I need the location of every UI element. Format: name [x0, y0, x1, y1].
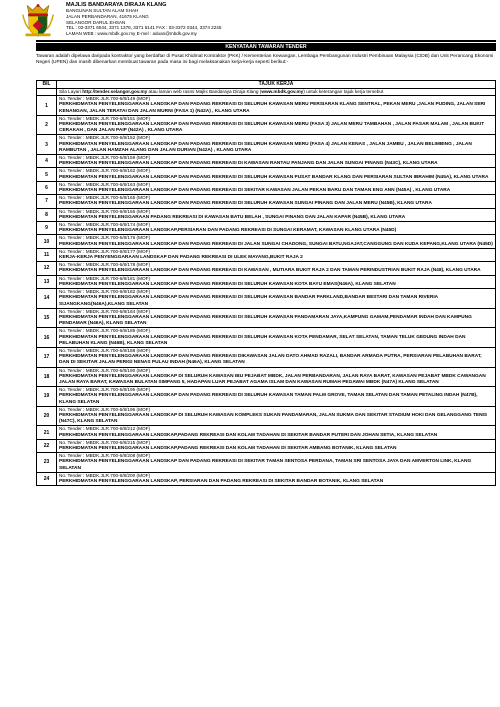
tender-title: PERKHIDMATAN PENYELENGGARAAN LANDSKAP,PADANG REKREASI DAN KOLAM TADAHAN DI SEKITAR BANDAR PUTERI DAN JOHAN SETIA, KLANG SELATAN	[59, 432, 438, 438]
row-number: 1	[37, 96, 57, 116]
row-number: 13	[37, 275, 57, 288]
organization-header	[66, 2, 486, 36]
row-number: 11	[37, 248, 57, 261]
tender-title: PERKHIDMATAN PENYELENGGARAAN LANDSKAP DI SELURUH KAWASAN IBU PEJABAT MBDK, JALAN PERBANDARAN, JALAN RAYA BARAT, KAWASAN PEJABAT MBDK CAWANGAN JALAN RAYA BARAT, KAWASAN BULATAN SIMPANG 5, HADAPAN LUAR PEJABAT AGAMA ISLAM DAN KAWASAN RUMAH PEGAWAI MBDK (N47A) KLANG SELATAN	[59, 373, 486, 385]
tender-item-cell	[57, 275, 496, 288]
table-row	[37, 387, 496, 407]
tender-item-cell	[57, 387, 496, 407]
table-header-row	[37, 81, 496, 89]
tender-item-cell	[57, 406, 496, 426]
table-row	[37, 181, 496, 194]
tender-number: No. Tender : MBDK.JLR.700-6/8/188 (MOF)	[59, 347, 151, 353]
tender-item-cell	[57, 367, 496, 387]
table-row	[37, 308, 496, 328]
row-number: 16	[37, 328, 57, 348]
website-note	[57, 89, 496, 96]
tender-item-cell	[57, 115, 496, 135]
address-line-2: JALAN PERBANDARAN, 41675 KLANG	[66, 14, 149, 19]
tender-item-cell	[57, 262, 496, 275]
tender-title: PERKHIDMATAN PENYELENGGARAAN LANDSKAP DAN PADANG REKREASI DI SELURUH KAWASAN MERU (FASA 4) JALAN KENAS , JALAN JAMBU , JALAN BELIMBING , JALAN RAMBUTAN , JALAN HAMZAH ALANG DAN JALAN DURIAN (N42A) , KLANG UTARA	[59, 141, 472, 153]
tender-item-cell	[57, 289, 496, 309]
column-header-tajuk-kerja: TAJUK KERJA	[57, 81, 496, 89]
tender-number: No. Tender : MBDK.JLR.700-6/8/200 (MOF)	[59, 472, 151, 478]
tender-number: No. Tender : MBDK.JLR.700-6/8/152 (MOF)	[59, 135, 151, 141]
tender-number: No. Tender : MBDK.JLR.700-6/8/166 (MOF)	[59, 208, 151, 214]
tender-item-cell	[57, 328, 496, 348]
row-number: 15	[37, 308, 57, 328]
tender-number: No. Tender : MBDK.JLR.700-6/8/151 (MOF)	[59, 115, 151, 121]
website-note-row	[37, 89, 496, 96]
tender-number: No. Tender : MBDK.JLR.700-6/8/215 (MOF)	[59, 439, 151, 445]
row-number: 17	[37, 347, 57, 367]
tender-item-cell	[57, 426, 496, 439]
tender-item-cell	[57, 308, 496, 328]
tender-item-cell	[57, 439, 496, 452]
table-row	[37, 222, 496, 235]
row-number: 12	[37, 262, 57, 275]
tender-title: PERKHIDMATAN PENYELENGGARAAN LANDSKAP,PADANG REKREASI DAN KOLAM TADAHAN DI SEKITAR AMBANG BOTANIK, KLANG SELATAN	[59, 445, 397, 451]
table-row	[37, 439, 496, 452]
row-number: 3	[37, 135, 57, 155]
row-number: 7	[37, 195, 57, 208]
crest-logo-icon	[20, 2, 56, 38]
row-number: 23	[37, 453, 57, 473]
tender-title: PERKHIDMATAN PENYELENGGARAAN LANDSKAP DI SELURUH KAWASAN KOMPLEKS SUKAN PANDAMARAN, JALAN SUKMA DAN SEKITAR STADIUM HOKI DAN GELANGGANG TENIS (N47C), KLANG SELATAN	[59, 412, 488, 425]
tender-number: No. Tender : MBDK.JLR.700-6/8/163 (MOF)	[59, 181, 151, 187]
table-row	[37, 262, 496, 275]
table-row	[37, 235, 496, 248]
table-row	[37, 155, 496, 168]
tender-item-cell	[57, 181, 496, 194]
tender-item-cell	[57, 155, 496, 168]
tender-number: No. Tender : MBDK.JLR.700-6/8/182 (MOF)	[59, 289, 151, 295]
tender-title: PERKHIDMATAN PENYELENGGARAAN PADANG REKREASI DI KAWASAN BATU BELAH , SUNGAI PINANG DAN JALAN KAPAR (N45B), KLANG UTARA	[59, 214, 406, 220]
table-row	[37, 115, 496, 135]
table-row	[37, 406, 496, 426]
tender-title: KERJA-KERJA PENYENGGARAAN LANDSKAP DAN PADANG REKREASI DI ULEK MAYANG,BUKIT RAJA 2	[59, 255, 303, 261]
tender-number: No. Tender : MBDK.JLR.700-6/8/196 (MOF)	[59, 406, 151, 412]
website-note-prefix: Sila Layari	[59, 89, 83, 94]
tender-title: PERKHIDMATAN PENYELENGGARAAN LANDSKAP DAN PADANG REKREASI DI SELURUH KAWASAN MERU PERSIARAN KLANG SENTRAL, PEKAN MERU ,JALAN PUDING, JALAN SERI KENANGAN, JALAN TERATAI DAN JALAN MURNI (FASA 1) (N42A) , KLANG UTARA	[59, 102, 486, 114]
notice-title: KENYATAAN TAWARAN TENDER	[36, 44, 496, 51]
table-row	[37, 367, 496, 387]
tender-item-cell	[57, 208, 496, 221]
table-row	[37, 472, 496, 485]
tender-number: No. Tender : MBDK.JLR.700-6/8/159 (MOF)	[59, 155, 151, 161]
tender-item-cell	[57, 248, 496, 261]
tender-number: No. Tender : MBDK.JLR.700-6/8/212 (MOF)	[59, 426, 151, 432]
tender-title: PERKHIDMATAN PENYELENGGARAAN LANDSKAP DAN PADANG REKREASI DI SELURUH KAWASAN KOTA PENDAMAR, SELAT SELATAN, TAMAN TELUK GEDUNG INDAH DAN PELABUHAN KLANG (N46B), KLANG SELATAN	[59, 334, 466, 346]
tender-number: No. Tender : MBDK.JLR.700-6/8/178 (MOF)	[59, 262, 151, 268]
row-number: 20	[37, 406, 57, 426]
tender-title: PERKHIDMATAN PENYELENGGARAAN LANDSKAP, PERSIARAN DAN PADANG REKREASI DI SEKITAR BANDAR BOTANIK, KLANG SELATAN	[59, 478, 384, 484]
tender-title: PERKHIDMATAN PENYELENGGARAAN LANDSKAP DAN PADANG REKREASI DIKAWASAN JALAN DATO AHMAD RAZALI, BANDAR ARMADA PUTRA, PERSIARAN PELABUHAN BARAT, DAN DI SEKITAR JALAN PERIGI NENAS PULAU INDAH (N46A), KLANG SELATAN	[59, 354, 482, 366]
row-number: 2	[37, 115, 57, 135]
tender-item-cell	[57, 472, 496, 485]
telephone-fax-line: TEL : 03-3371 6044, 3371 1376, 3371 6141 FAX : 03-3372 0344, 3374 2245	[66, 25, 222, 31]
mbdk-website-link[interactable]: www.mbdk.gov.my	[261, 89, 304, 94]
tender-number: No. Tender : MBDK.JLR.700-6/8/208 (MOF)	[59, 453, 151, 459]
tender-title: PERKHIDMATAN PENYELENGGARAAN LANDSKAP DAN PADANG REKREASI DI SELURUH KAWASAN PUSAT BANDAR KLANG DAN PERSIARAN SULTAN IBRAHIM (N45A), KLANG UTARA	[59, 174, 489, 180]
table-row	[37, 208, 496, 221]
tender-title: PERKHIDMATAN PENYELENGGARAAN LANDSKAP DAN PADANG REKREASI DI SELURUH KAWASAN PANDAMARAN JAYA,KAMPUNG GAMAM,PENDAMAR INDAH DAN KAMPUNG PENDAMAR (N46A), KLANG SELATAN	[59, 314, 472, 327]
row-number: 5	[37, 168, 57, 181]
table-row	[37, 328, 496, 348]
row-number: 21	[37, 426, 57, 439]
tender-item-cell	[57, 135, 496, 155]
table-row	[37, 347, 496, 367]
row-number: 24	[37, 472, 57, 485]
row-number: 9	[37, 222, 57, 235]
tender-number: No. Tender : MBDK.JLR.700-6/8/176 (MOF)	[59, 235, 151, 241]
tender-number: No. Tender : MBDK.JLR.700-6/8/149 (MOF)	[59, 96, 151, 102]
tender-title: PERKHIDMATAN PENYELENGGARAAN LANDSKAP DAN PADANG REKREASI DI SELURUH KAWASAN SUNGAI PINANG DAN JALAN MERU (N45B), KLANG UTARA	[59, 201, 432, 207]
tender-title: PERKHIDMATAN PENYELENGGARAAN LANDSKAP DAN PADANG REKREASI DI SELURUH KAWASAN KOTA BAYU EMAS(N46A), KLANG SELATAN	[59, 281, 396, 287]
tender-title: PERKHIDMATAN PENYELENGGARAAN LANDSKAP,PERSIARAN DAN PADANG REKREASI DI SUNGAI KERAMAT, KAWASAN KLANG UTARA (N45D)	[59, 228, 397, 234]
tender-title: PERKHIDMATAN PENYELENGGARAAN LANDSKAP DAN PADANG REKREASI DI KAWASAN , MUTIARA BUKIT RAJA 2 DAN TAMAN PERINDUSTRIAN BUKIT RAJA (N48), KLANG UTARA	[59, 268, 481, 274]
tender-number: No. Tender : MBDK.JLR.700-6/8/185 (MOF)	[59, 328, 151, 334]
website-note-suffix: ) untuk keterangan tajuk kerja tersebut	[303, 89, 384, 94]
tender-title: PERKHIDMATAN PENYELENGGARAAN LANDSKAP DAN PADANG REKREASI DI SELURUH KAWASAN BANDAR PARKLAND,BANDAR BESTARI DAN TAMAN RIVERIA SIJANGKANG(N46A),KLANG SELATAN	[59, 295, 438, 307]
organization-name: MAJLIS BANDARAYA DIRAJA KLANG	[66, 2, 167, 8]
tender-item-cell	[57, 222, 496, 235]
tender-title: PERKHIDMATAN PENYELENGGARAAN LANDSKAP DAN PADANG REKREASI DI KAWASAN RANTAU PANJANG DAN JALAN SUNGAI PINANG (N43C), KLANG UTARA	[59, 161, 438, 167]
row-number: 19	[37, 387, 57, 407]
tender-number: No. Tender : MBDK.JLR.700-6/8/162 (MOF)	[59, 168, 151, 174]
row-number: 10	[37, 235, 57, 248]
table-row	[37, 195, 496, 208]
address-line-3: SELANGOR DARUL EHSAN	[66, 19, 126, 25]
column-header-bil: BIL	[37, 81, 57, 89]
tender-number: No. Tender : MBDK.JLR.700-6/8/184 (MOF)	[59, 308, 151, 314]
tender-number: No. Tender : MBDK.JLR.700-6/8/195 (MOF)	[59, 387, 151, 393]
row-number: 14	[37, 289, 57, 309]
row-number: 6	[37, 181, 57, 194]
tender-item-cell	[57, 168, 496, 181]
row-number: 18	[37, 367, 57, 387]
table-row	[37, 453, 496, 473]
table-row	[37, 135, 496, 155]
tender-table	[36, 80, 496, 486]
tender-title: PERKHIDMATAN PENYELENGGARAAN LANDSKAP DAN PADANG REKREASI DI JALAN SUNGAI CHADONG, SUNGAI BATU,NGAJAT,CANGGUNG DAN KUDA KEPANG,KLANG UTARA (N45D)	[59, 241, 493, 247]
website-note-middle: atau laman web rasmi Majlis Bandaraya Diraja Klang (	[147, 89, 262, 94]
tender-item-cell	[57, 96, 496, 116]
tender-portal-link[interactable]: http://tender.selangor.gov.my	[82, 89, 148, 94]
tender-number: No. Tender : MBDK.JLR.700-6/8/181 (MOF)	[59, 275, 151, 281]
intro-paragraph: Tawaran adalah dipelawa daripada kontraktor yang berdaftar di Pusat Khidmat Kontraktor (PKK) / Kementerian Kewangan, Lembaga Pembangunan Industri Pembinaan Malaysia (CIDB) dan Unit Perancang Ekonomi Negeri (UPEN) dan masih dibenarkan membuat tawaran pada masa ini bagi melaksanakan kerja-kerja seperti berikut:-	[36, 54, 494, 65]
tender-item-cell	[57, 347, 496, 367]
tender-title: PERKHIDMATAN PENYELENGGARAAN LANDSKAP DAN PADANG REKREASI DI SEKITAR KAWASAN JALAN PEKAN BARU DAN TAMAN ENG ANN (N45A) , KLANG UTARA	[59, 188, 451, 194]
row-number: 8	[37, 208, 57, 221]
table-row	[37, 168, 496, 181]
row-number: 22	[37, 439, 57, 452]
tender-number: No. Tender : MBDK.JLR.700-6/8/174 (MOF)	[59, 222, 151, 228]
tender-title: PERKHIDMATAN PENYELENGGARAAN LANDSKAP DAN PADANG REKREASI DI SELURUH KAWASAN MERU (FASA 3) JALAN MERU TAMBAHAN , JALAN PASAR MALAM , JALAN BUKIT CERAKAH , DAN JALAN PAIP (N42A) , KLANG UTARA	[59, 122, 485, 134]
table-row	[37, 426, 496, 439]
tender-number: No. Tender : MBDK.JLR.700-6/8/190 (MOF)	[59, 367, 151, 373]
tender-number: No. Tender : MBDK.JLR.700-6/8/165 (MOF)	[59, 195, 151, 201]
tender-item-cell	[57, 235, 496, 248]
tender-title: PERKHIDMATAN PENYELENGGARAAN LANDSKAP DAN PADANG REKREASI DI SELURUH KAWASAN TAMAN PALM GROVE, TAMAN SELATAN DAN TAMAN PETALING INDAH (N47B), KLANG SELATAN	[59, 393, 478, 405]
address-line-1: BANGUNAN SULTAN ALAM SHAH	[66, 8, 139, 14]
tender-number: No. Tender : MBDK.JLR.700-6/8/177 (MOF)	[59, 248, 151, 254]
tender-title: PERKHIDMATAN PENYELENGGARAAN LANDSKAP DAN PADANG REKREASI DI SEKITAR TAMAN SENTOSA PERDANA, TAMAN SRI SENTOSA JAYA DAN AMVERTON LINK, KLANG SELATAN	[59, 459, 472, 471]
website-email-line: LAMAN WEB : www.mbdk.gov.my E-mel : aduan@mbdk.gov.my	[66, 30, 197, 36]
row-number: 4	[37, 155, 57, 168]
tender-item-cell	[57, 453, 496, 473]
website-note-empty-cell	[37, 89, 57, 96]
table-row	[37, 275, 496, 288]
table-row	[37, 289, 496, 309]
table-row	[37, 96, 496, 116]
tender-item-cell	[57, 195, 496, 208]
table-row	[37, 248, 496, 261]
